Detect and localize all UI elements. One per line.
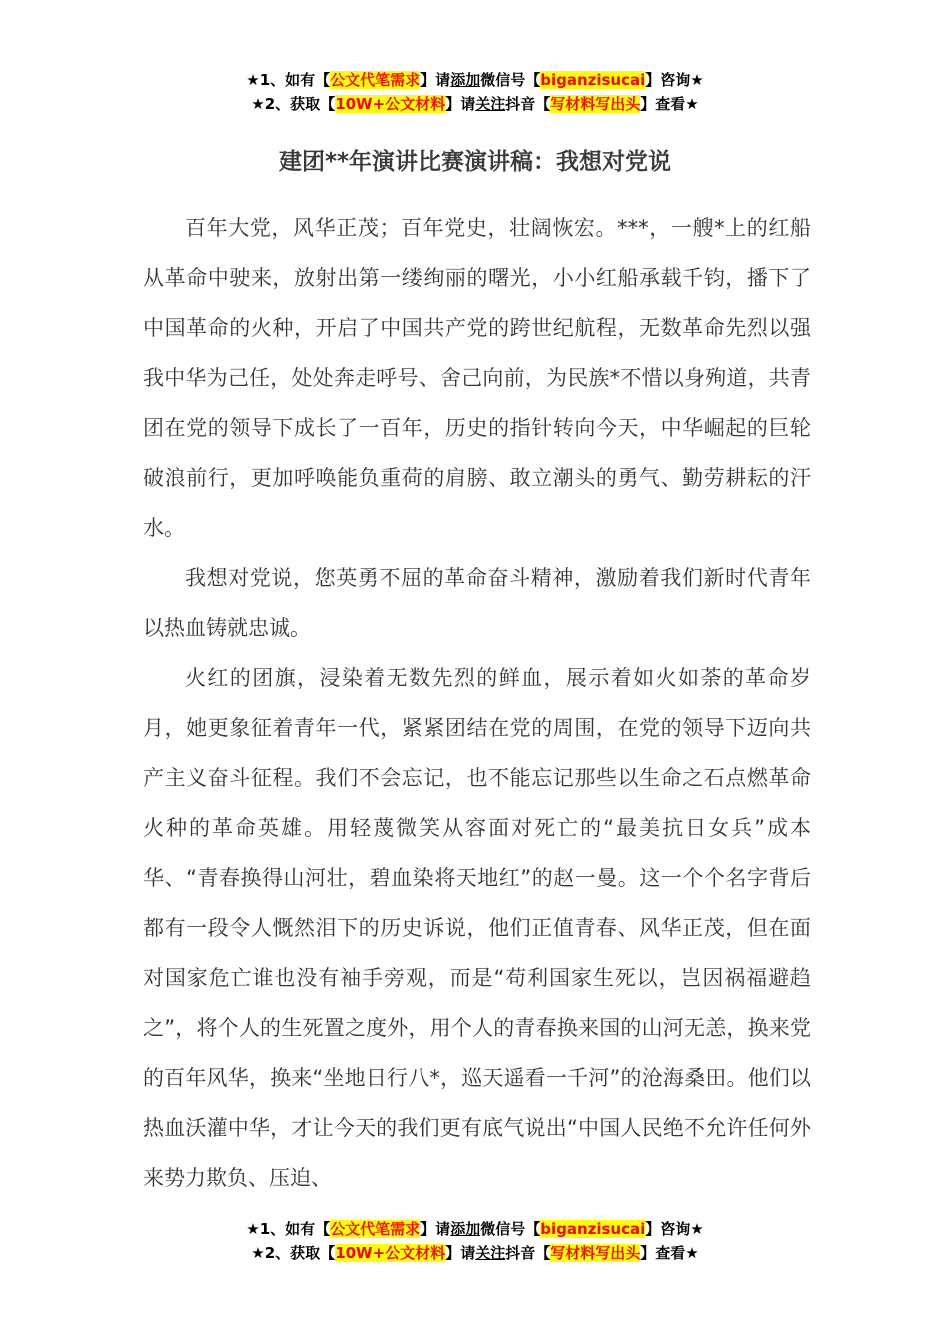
header-banner-line-2 — [0, 92, 950, 116]
banner-text: ★1、如有【 — [246, 1220, 331, 1238]
banner-text: ★2、获取【 — [251, 1244, 336, 1262]
banner-underlined-text: 关注 — [475, 95, 506, 113]
banner-underlined-text: 添加 — [450, 71, 481, 89]
banner-text: 】请 — [445, 95, 476, 113]
banner-highlight: 写材料写出头 — [550, 1244, 641, 1262]
banner-underlined-text: 关注 — [475, 1244, 506, 1262]
banner-highlight: biganzisucai — [540, 71, 646, 89]
banner-text: ★1、如有【 — [246, 71, 331, 89]
header-banner — [0, 68, 950, 116]
banner-text: 抖音【 — [505, 1244, 551, 1262]
banner-text: 】查看★ — [640, 95, 699, 113]
document-title: 建团**年演讲比赛演讲稿：我想对党说 — [278, 149, 672, 175]
banner-highlight: biganzisucai — [540, 1220, 646, 1238]
body-paragraph: 火红的团旗，浸染着无数先烈的鲜血，展示着如火如荼的革命岁月，她更象征着青年一代，紧紧团结在党的周围，在党的领导下迈向共产主义奋斗征程。我们不会忘记，也不能忘记那些以生命之石点燃革命火种的革命英雄。用轻蔑微笑从容面对死亡的“最美抗日女兵”成本华、“青春换得山河壮，碧血染将天地红”的赵一曼。这一个个名字背后都有一段令人慨然泪下的历史诉说，他们正值青春、风华正茂，但在面对国家危亡谁也没有袖手旁观，而是“苟利国家生死以，岂因祸福避趋之”，将个人的生死置之度外，用个人的青春换来国的山河无恙，换来党的百年风华，换来“坐地日行八*，巡天遥看一千河”的沧海桑田。他们以热血沃灌中华，才让今天的我们更有底气说出“中国人民绝不允许任何外来势力欺负、压迫、 — [143, 666, 811, 1190]
banner-underlined-text: 添加 — [450, 1220, 481, 1238]
footer-banner — [0, 1217, 950, 1265]
banner-text: ★2、获取【 — [251, 95, 336, 113]
body-paragraph: 百年大党，风华正茂；百年党史，壮阔恢宏。***，一艘*上的红船从革命中驶来，放射出第一缕绚丽的曙光，小小红船承载千钧，播下了中国革命的火种，开启了中国共产党的跨世纪航程，无数革命先烈以强我中华为己任，处处奔走呼号、舍己向前，为民族*不惜以身殉道，共青团在党的领导下成长了一百年，历史的指针转向今天，中华崛起的巨轮破浪前行，更加呼唤能负重荷的肩膀、敢立潮头的勇气、勤劳耕耘的汗水。 — [143, 216, 811, 540]
banner-text: 抖音【 — [505, 95, 551, 113]
banner-text: 】请 — [420, 71, 451, 89]
banner-text: 微信号【 — [480, 1220, 541, 1238]
banner-highlight: 公文代笔需求 — [330, 1220, 421, 1238]
banner-text: 微信号【 — [480, 71, 541, 89]
banner-text: 】咨询★ — [645, 1220, 704, 1238]
header-banner-line-1 — [0, 68, 950, 92]
banner-text: 】请 — [420, 1220, 451, 1238]
banner-text: 】查看★ — [640, 1244, 699, 1262]
banner-highlight: 写材料写出头 — [550, 95, 641, 113]
footer-banner-line-1 — [0, 1217, 950, 1241]
banner-highlight: 公文代笔需求 — [330, 71, 421, 89]
body-paragraph: 我想对党说，您英勇不屈的革命奋斗精神，激励着我们新时代青年以热血铸就忠诚。 — [143, 566, 811, 640]
banner-highlight: 10W+公文材料 — [335, 1244, 446, 1262]
document-body — [143, 203, 811, 1203]
banner-highlight: 10W+公文材料 — [335, 95, 446, 113]
banner-text: 】咨询★ — [645, 71, 704, 89]
banner-text: 】请 — [445, 1244, 476, 1262]
footer-banner-line-2 — [0, 1241, 950, 1265]
